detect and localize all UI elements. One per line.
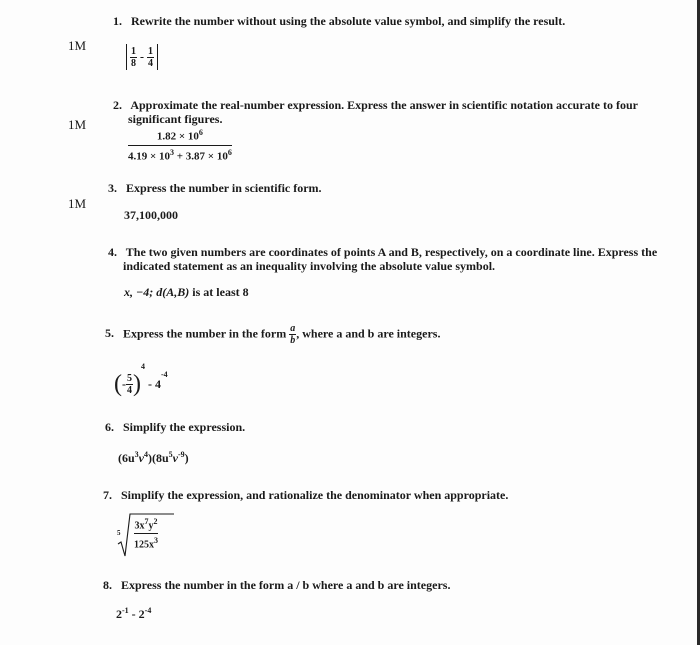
fraction-one-fourth: $\frac{1}{4}$	[148, 45, 153, 69]
abs-bar-right	[157, 44, 158, 70]
question-4	[108, 245, 657, 273]
margin-mark-2: 1M	[68, 117, 87, 132]
q2-numerator: $1.82 \times 10^6$	[156, 128, 203, 143]
form-fraction-a-over-b: $\frac{a}{b}$	[290, 323, 296, 346]
question-2	[113, 98, 638, 126]
question-text: Simplify the expression.	[123, 420, 246, 434]
question-text-b: , where a and b are integers.	[296, 326, 441, 341]
left-paren: (	[114, 370, 122, 397]
question-number: 3.	[108, 181, 117, 195]
right-paren: )	[133, 370, 141, 397]
question-text-line2: significant figures.	[128, 112, 223, 126]
minus-sign: -	[140, 49, 144, 64]
question-text-line1: Approximate the real-number expression. Express the answer in scientific notation accurate to four	[130, 98, 638, 112]
q4-statement: x, −4; d(A,B) is at least 8	[124, 285, 249, 299]
radical-index: 5	[117, 529, 121, 537]
question-number: 5.	[105, 326, 114, 341]
question-number: 7.	[103, 488, 112, 502]
q8-expression: $2^{-1} - 2^{-4}$	[116, 606, 152, 621]
question-number: 1.	[113, 14, 122, 28]
question-6	[105, 420, 245, 434]
question-number: 2.	[113, 98, 122, 112]
margin-mark-3: 1M	[68, 196, 87, 211]
q6-expression: $(6u^3v^4)(8u^5v^{-9})$	[118, 450, 189, 465]
question-1	[113, 14, 565, 28]
q2-denominator: $4.19 \times 10^3 + 3.87 \times 10^6$	[128, 145, 232, 163]
question-text-line1: The two given numbers are coordinates of points A and B, respectively, on a coordinate line. Express the	[125, 245, 658, 259]
question-text: Express the number in the form a / b where a and b are integers.	[121, 578, 451, 592]
fraction-one-eighth: $\frac{1}{8}$	[131, 45, 136, 69]
question-8	[103, 578, 450, 592]
margin-mark-1: 1M	[68, 38, 87, 53]
question-text: Simplify the expression, and rationalize the denominator when appropriate.	[121, 488, 509, 502]
question-number: 6.	[105, 420, 114, 434]
question-text-a: Express the number in the form	[123, 326, 287, 341]
q7-radical-expression	[116, 510, 176, 560]
q1-expression	[126, 44, 158, 70]
question-number: 8.	[103, 578, 112, 592]
question-3	[108, 181, 322, 195]
question-text: Express the number in scientific form.	[126, 181, 322, 195]
question-number: 4.	[108, 245, 117, 259]
q5-expression: (- $\frac{5}{4}$ )$^4 - 4^{-4}$	[114, 362, 168, 397]
fraction-five-fourths: $\frac{5}{4}$	[127, 372, 132, 396]
question-text-line2: indicated statement as an inequality involving the absolute value symbol.	[123, 259, 496, 273]
question-5	[105, 323, 440, 346]
q7-fraction: $3x^7y^2$ $125x^3$	[134, 517, 158, 551]
q3-number: 37,100,000	[124, 208, 178, 222]
q2-fraction	[128, 128, 232, 162]
question-text: Rewrite the number without using the absolute value symbol, and simplify the result.	[131, 14, 566, 28]
abs-bar-left	[126, 44, 127, 70]
question-7	[103, 488, 508, 502]
